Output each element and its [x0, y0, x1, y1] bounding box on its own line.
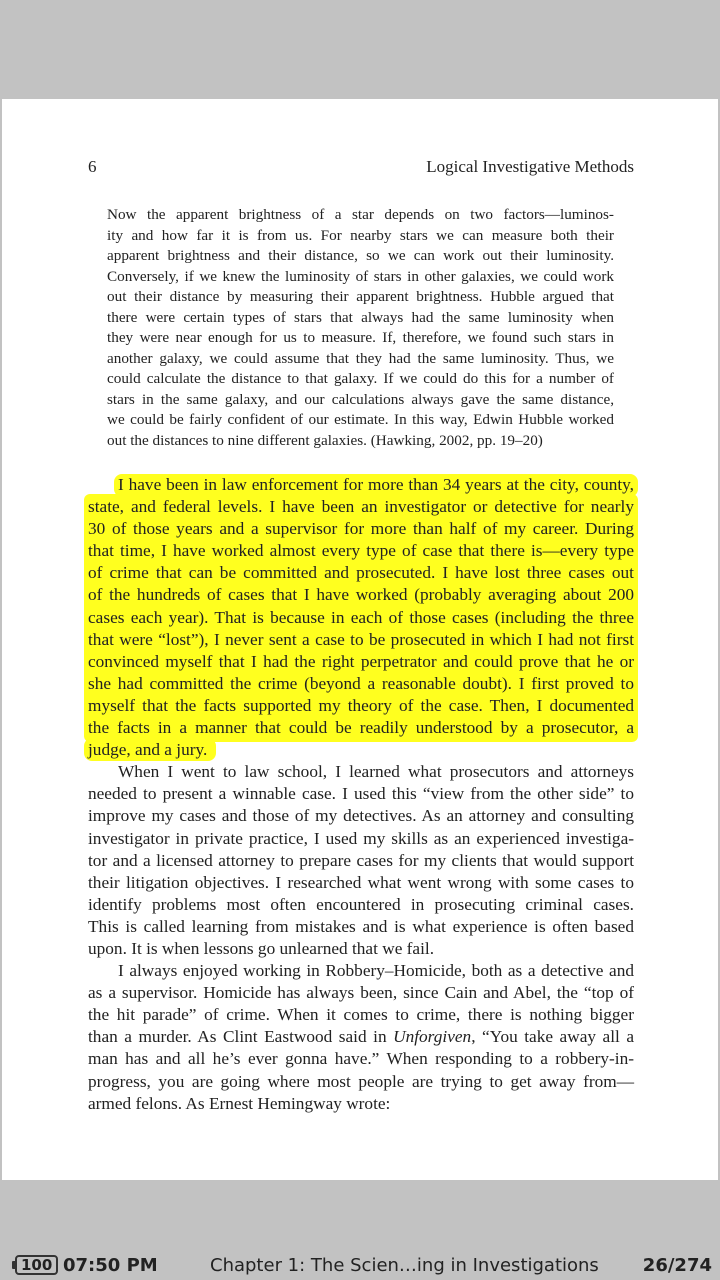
text-run: than a murder. As Clint Eastwood said in: [88, 1027, 394, 1047]
paragraph-line: needed to present a winnable case. I used this “view from the other side” to: [88, 784, 634, 804]
page-count[interactable]: 26/274: [642, 1255, 712, 1276]
paragraph-line: their litigation objectives. I researched what went wrong with some cases to: [88, 872, 634, 892]
battery-icon: [12, 1254, 58, 1276]
paragraph-line: cases each year). That is because in each of those cases (including the three: [88, 607, 634, 627]
battery-level: 100: [15, 1255, 58, 1275]
paragraph-line: that were “lost”), I never sent a case to be prosecuted in which I had not first: [88, 629, 634, 649]
text-run: , “You take away all a: [471, 1027, 634, 1047]
quote-line: Now the apparent brightness of a star depends on two factors—luminos-: [107, 206, 614, 223]
page-number: 6: [88, 157, 97, 176]
quote-line: out their distance by measuring their apparent brightness. Hubble argued that: [107, 288, 614, 306]
paragraph-line: convinced myself that I had the right perpetrator and could prove that he or: [88, 651, 634, 671]
paragraph-line: tor and a licensed attorney to prepare cases for my clients that would support: [88, 850, 634, 870]
paragraph-line: This is called learning from mistakes and is what experience is often based: [88, 916, 634, 936]
quote-line: ity and how far it is from us. For nearby stars we can measure both their: [107, 226, 614, 244]
quote-line: out the distances to nine different galaxies. (Hawking, 2002, pp. 19–20): [107, 432, 543, 450]
quote-line: they were near enough for us to measure. If, therefore, we found such stars in: [107, 329, 614, 347]
paragraph-line: she had committed the crime (beyond a reasonable doubt). I first proved to: [88, 673, 634, 693]
paragraph-line: identify problems most often encountered in prosecuting criminal cases.: [88, 894, 634, 914]
quote-line: could calculate the distance to that galaxy. If we could do this for a number of: [107, 370, 614, 388]
paragraph-line: progress, you are going where most people are trying to get away from—: [88, 1071, 634, 1091]
reader-status-bar: [0, 1250, 720, 1280]
paragraph-line: I always enjoyed working in Robbery–Homicide, both as a detective and: [118, 961, 634, 981]
paragraph-line: of the hundreds of cases that I have worked (probably averaging about 200: [88, 585, 634, 605]
paragraph-line: armed felons. As Ernest Hemingway wrote:: [88, 1093, 391, 1113]
quote-line: apparent brightness and their distance, so we can work out their luminosity.: [107, 247, 614, 265]
paragraph-line: the facts in a manner that could be readily understood by a prosecutor, a: [88, 718, 634, 738]
paragraph-line: upon. It is when lessons go unlearned that we fail.: [88, 938, 435, 958]
paragraph-line: of crime that can be committed and prosecuted. I have lost three cases out: [88, 563, 634, 583]
quote-line: another galaxy, we could assume that they had the same luminosity. Thus, we: [107, 349, 614, 367]
chapter-title[interactable]: Chapter 1: The Scien…ing in Investigations: [210, 1255, 599, 1276]
block-quote: [107, 205, 614, 452]
clock: 07:50 PM: [63, 1255, 158, 1276]
film-title: Unforgiven: [393, 1027, 472, 1047]
paragraph-line: that time, I have worked almost every type of case that there is—every type: [88, 541, 634, 561]
paragraph-line: the hit parade” of crime. When it comes to crime, there is nothing bigger: [88, 1005, 634, 1025]
running-head: Logical Investigative Methods: [426, 157, 634, 176]
highlighted-passage[interactable]: [88, 474, 634, 761]
body-text: [88, 474, 634, 1115]
paragraph-line: myself that the facts supported my theory of the case. Then, I documented: [88, 695, 634, 715]
book-page[interactable]: [2, 99, 718, 1180]
paragraph-line: [88, 1026, 634, 1048]
paragraph-line: as a supervisor. Homicide has always been, since Cain and Abel, the “top of: [88, 983, 634, 1003]
paragraph-line: man has and all he’s ever gonna have.” When responding to a robbery-in-: [88, 1049, 634, 1069]
quote-line: Conversely, if we knew the luminosity of stars in other galaxies, we could work: [107, 267, 614, 285]
quote-line: we could be fairly confident of our estimate. In this way, Edwin Hubble worked: [107, 411, 614, 429]
paragraph-line: judge, and a jury.: [88, 740, 208, 760]
quote-line: there were certain types of stars that always had the same luminosity when: [107, 308, 614, 326]
paragraph-line: 30 of those years and a supervisor for more than half of my career. During: [88, 519, 634, 539]
paragraph-line: investigator in private practice, I used my skills as an experienced investiga-: [88, 828, 634, 848]
paragraph-line: I have been in law enforcement for more than 34 years at the city, county,: [118, 475, 634, 494]
paragraph-line: When I went to law school, I learned what prosecutors and attorneys: [118, 762, 634, 782]
quote-line: stars in the same galaxy, and our calculations always gave the same distance,: [107, 390, 614, 408]
paragraph-line: state, and federal levels. I have been an investigator or detective for nearly: [88, 497, 634, 517]
paragraph-line: improve my cases and those of my detectives. As an attorney and consulting: [88, 806, 634, 826]
